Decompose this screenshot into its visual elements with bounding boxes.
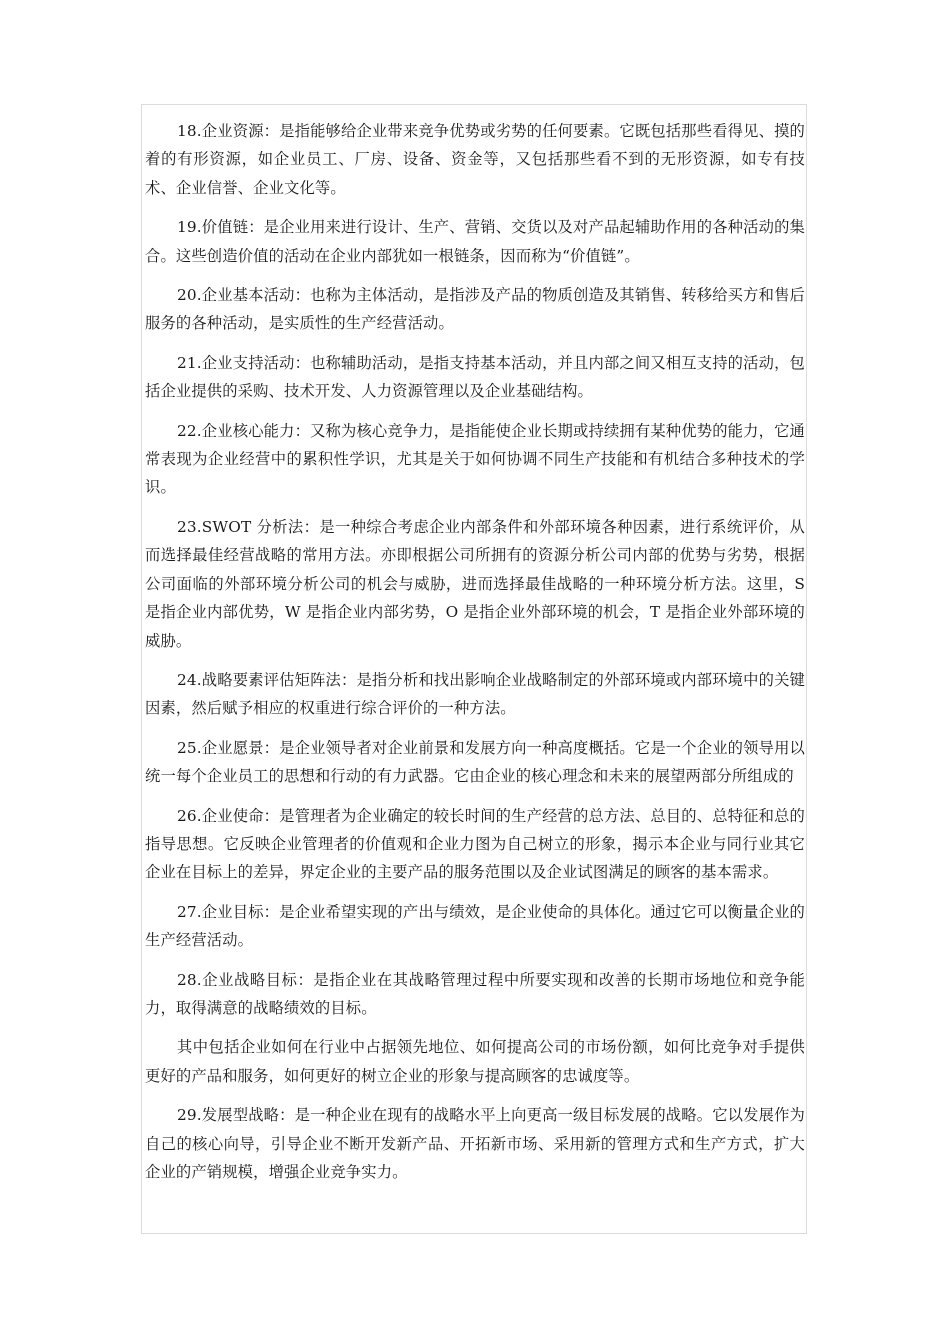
paragraph-support-activities: 21.企业支持活动：也称辅助活动，是指支持基本活动，并且内部之间又相互支持的活动，包括企业提供的采购、技术开发、人力资源管理以及企业基础结构。 xyxy=(145,353,805,401)
paragraph-value-chain: 19.价值链：是企业用来进行设计、生产、营销、交货以及对产品起辅助作用的各种活动的集合。这些创造价值的活动在企业内部犹如一根链条，因而称为“价值链”。 xyxy=(145,218,805,265)
paragraph-enterprise-vision: 25.企业愿景：是企业领导者对企业前景和发展方向一种高度概括。它是一个企业的领导用以统一每个企业员工的思想和行动的有力武器。它由企业的核心理念和未来的展望两部分所组成的 xyxy=(145,738,805,786)
paragraph-primary-activities: 20.企业基本活动：也称为主体活动，是指涉及产品的物质创造及其销售、转移给买方和售后服务的各种活动，是实质性的生产经营活动。 xyxy=(145,286,805,333)
paragraph-core-competence: 22.企业核心能力：又称为核心竞争力，是指能使企业长期或持续拥有某种优势的能力，它通常表现为企业经营中的累积性学识，尤其是关于如何协调不同生产技能和有机结合多种技术的学识。 xyxy=(145,421,805,497)
document-body xyxy=(145,117,805,1197)
paragraph-strategic-factor-matrix: 24.战略要素评估矩阵法：是指分析和找出影响企业战略制定的外部环境或内部环境中的关键因素，然后赋予相应的权重进行综合评价的一种方法。 xyxy=(145,670,805,718)
paragraph-enterprise-mission: 26.企业使命：是管理者为企业确定的较长时间的生产经营的总方法、总目的、总特征和总的指导思想。它反映企业管理者的价值观和企业力图为自己树立的形象，揭示本企业与同行业其它企业在目标上的差异，界定企业的主要产品的服务范围以及企业试图满足的顾客的基本需求。 xyxy=(145,806,805,882)
paragraph-enterprise-resources: 18.企业资源：是指能够给企业带来竞争优势或劣势的任何要素。它既包括那些看得见、摸的着的有形资源，如企业员工、厂房、设备、资金等，又包括那些看不到的无形资源，如专有技术、企业信誉、企业文化等。 xyxy=(145,122,805,197)
paragraph-growth-strategy: 29.发展型战略：是一种企业在现有的战略水平上向更高一级目标发展的战略。它以发展作为自己的核心向导，引导企业不断开发新产品、开拓新市场、采用新的管理方式和生产方式，扩大企业的产销规模，增强企业竞争实力。 xyxy=(145,1106,805,1181)
paragraph-enterprise-objectives: 27.企业目标：是企业希望实现的产出与绩效，是企业使命的具体化。通过它可以衡量企业的生产经营活动。 xyxy=(145,902,805,950)
paragraph-strategic-objectives: 28.企业战略目标：是指企业在其战略管理过程中所要实现和改善的长期市场地位和竞争能力，取得满意的战略绩效的目标。 xyxy=(145,970,805,1017)
paragraph-strategic-objectives-detail: 其中包括企业如何在行业中占据领先地位、如何提高公司的市场份额，如何比竞争对手提供更好的产品和服务，如何更好的树立企业的形象与提高顾客的忠诚度等。 xyxy=(145,1038,805,1085)
paragraph-swot-analysis: 23.SWOT 分析法：是一种综合考虑企业内部条件和外部环境各种因素，进行系统评价，从而选择最佳经营战略的常用方法。亦即根据公司所拥有的资源分析公司内部的优势与劣势，根据公司面临的外部环境分析公司的机会与威胁，进而选择最佳战略的一种环境分析方法。这里，S 是指企业内部优势，W 是指企业内部劣势，O 是指企业外部环境的机会，T 是指企业外部环境的威胁。 xyxy=(145,517,805,650)
